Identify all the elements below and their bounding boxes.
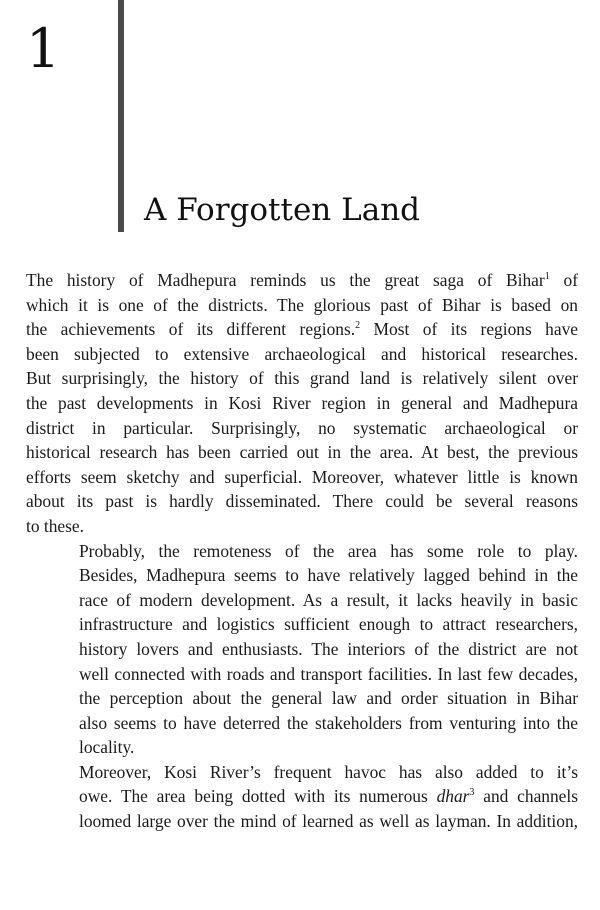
text-run: about its past is hardly disseminated. There could be several reasons bbox=[26, 491, 578, 512]
text-line bbox=[26, 686, 578, 711]
text-run: historical research has been carried out in the area. At best, the previous bbox=[26, 442, 578, 463]
text-run: Probably, the remoteness of the area has some role to play. bbox=[79, 540, 578, 561]
text-run: But surprisingly, the history of this grand land is relatively silent over bbox=[26, 368, 578, 389]
paragraph bbox=[26, 760, 578, 834]
text-run: efforts seem sketchy and superficial. Moreover, whatever little is known bbox=[26, 466, 578, 487]
chapter-title: A Forgotten Land bbox=[144, 192, 421, 228]
chapter-number: 1 bbox=[26, 17, 61, 80]
text-run: the perception about the general law and order situation in Bihar bbox=[79, 688, 578, 709]
text-line bbox=[26, 760, 578, 785]
text-run: the achievements of its different regions. bbox=[26, 319, 356, 340]
italic-term: dhar bbox=[436, 786, 470, 807]
chapter-body bbox=[26, 268, 578, 834]
text-run: well connected with roads and transport facilities. In last few decades, bbox=[79, 663, 578, 684]
text-line bbox=[26, 662, 578, 687]
text-line bbox=[26, 539, 578, 564]
text-run: locality. bbox=[79, 737, 135, 758]
text-line bbox=[26, 416, 578, 441]
text-line bbox=[26, 391, 578, 416]
text-run: owe. The area being dotted with its numerous bbox=[79, 786, 437, 807]
footnote-marker: 2 bbox=[355, 320, 361, 332]
text-line bbox=[26, 637, 578, 662]
text-line bbox=[26, 342, 578, 367]
text-line bbox=[26, 612, 578, 637]
text-run: loomed large over the mind of learned as well as layman. In addition, bbox=[79, 811, 578, 832]
text-line bbox=[26, 735, 578, 760]
text-run: infrastructure and logistics sufficient enough to attract researchers, bbox=[79, 614, 578, 635]
text-run: to these. bbox=[26, 515, 84, 536]
text-run: also seems to have deterred the stakeholders from venturing into the bbox=[79, 712, 578, 733]
footnote-marker: 3 bbox=[469, 787, 475, 799]
text-line bbox=[26, 588, 578, 613]
footnote-marker: 1 bbox=[544, 271, 550, 282]
chapter-rule bbox=[118, 0, 124, 232]
text-run: The history of Madhepura reminds us the great saga of Bihar bbox=[26, 270, 545, 290]
text-line bbox=[26, 711, 578, 736]
text-run: district in particular. Surprisingly, no systematic archaeological or bbox=[26, 417, 578, 438]
paragraph bbox=[26, 268, 578, 539]
text-line bbox=[26, 366, 578, 391]
text-line bbox=[26, 268, 578, 293]
text-line bbox=[26, 809, 578, 834]
paragraph bbox=[26, 539, 578, 760]
text-run: Besides, Madhepura seems to have relatively lagged behind in the bbox=[79, 565, 578, 586]
text-line bbox=[26, 784, 578, 809]
text-line bbox=[26, 293, 578, 318]
text-run: been subjected to extensive archaeological and historical researches. bbox=[26, 343, 578, 364]
text-run: history lovers and enthusiasts. The interiors of the district are not bbox=[79, 638, 578, 659]
text-run: the past developments in Kosi River region in general and Madhepura bbox=[26, 392, 578, 413]
text-line bbox=[26, 514, 578, 539]
text-run: Most of its regions have bbox=[360, 319, 579, 340]
text-line bbox=[26, 317, 578, 342]
text-line bbox=[26, 465, 578, 490]
text-line bbox=[26, 440, 578, 465]
text-line bbox=[26, 489, 578, 514]
text-line bbox=[26, 563, 578, 588]
text-run: of bbox=[549, 270, 579, 290]
text-run: Moreover, Kosi River’s frequent havoc has also added to it’s bbox=[79, 761, 578, 782]
text-run: race of modern development. As a result, it lacks heavily in basic bbox=[79, 589, 578, 610]
text-run: which it is one of the districts. The glorious past of Bihar is based on bbox=[26, 294, 578, 315]
text-run: and channels bbox=[474, 786, 579, 807]
